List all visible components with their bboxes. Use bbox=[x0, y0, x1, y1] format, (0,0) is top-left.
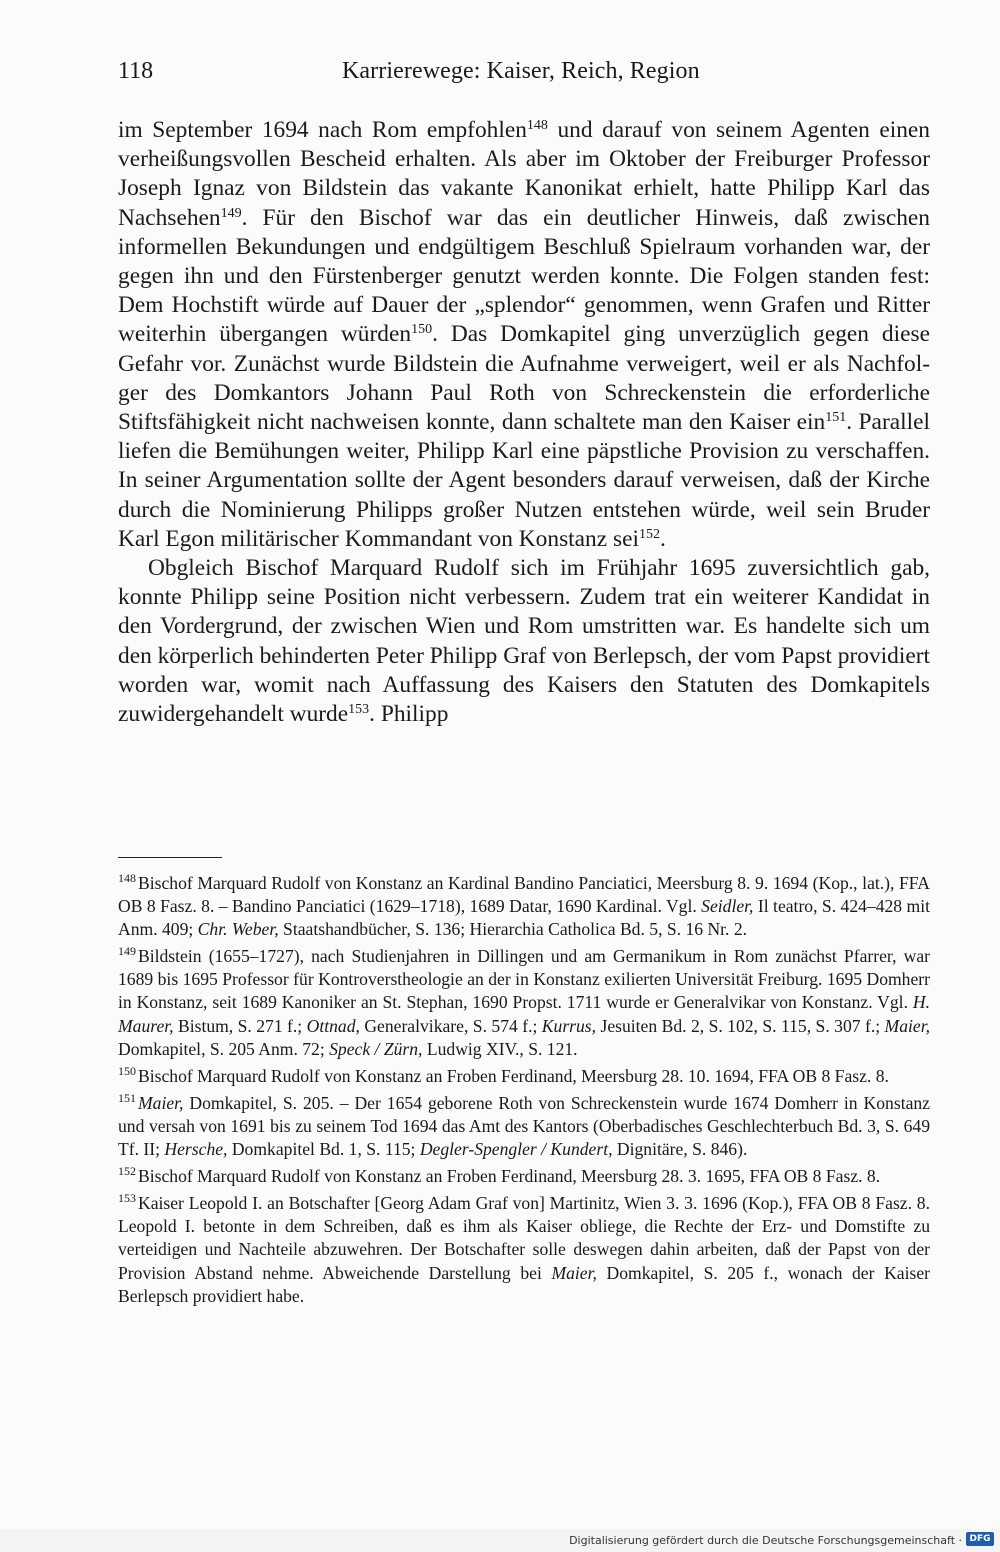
cited-author: Maier, bbox=[138, 1092, 184, 1113]
footnote-reference: 153 bbox=[348, 702, 370, 718]
body-paragraph: im September 1694 nach Rom empfohlen$^{148}$ und darauf von seinem Agenten einen verheißungsvollen Bescheid erhalten. Als aber im Oktober der Freiburger Professor Joseph Ignaz von Bildstein das vakante Kanonikat erhielt, hatte Philipp Karl das Nachsehen$^{149}$. Für den Bischof war das ein deutlicher Hinweis, daß zwischen informellen Bekundungen und endgültigem Beschluß Spielraum vorhanden war, der gegen ihn und den Fürstenberger genutzt werden konnte. Die Folgen standen fest: Dem Hochstift würde auf Dauer der „splendor“ genommen, wenn Grafen und Ritter weiterhin übergangen würden$^{150}$. Das Domkapitel ging unverzüglich gegen diese Gefahr vor. Zunächst wurde Bildstein die Aufnahme verweigert, weil er als Nachfolger des Domkantors Johann Paul Roth von Schreckenstein die erforderliche Stiftsfähigkeit nicht nachweisen konnte, dann schaltete man den Kaiser ein$^{151}$. Parallel liefen die Bemühungen weiter, Philipp Karl eine päpstliche Provision zu verschaffen. In seiner Argumentation sollte der Agent besonders darauf verweisen, daß der Kirche durch die Nominierung Philipps großer Nutzen entstehen würde, weil sein Bruder Karl Egon militärischer Kommandant von Konstanz sei$^{152}$. bbox=[118, 117, 930, 552]
page-number: 118 bbox=[118, 58, 154, 84]
footer-credit: Digitalisierung gefördert durch die Deutsche Forschungsgemeinschaft · bbox=[569, 1534, 962, 1547]
footnote-number: 153 bbox=[118, 1191, 136, 1206]
cited-author: H. Maurer, bbox=[118, 992, 930, 1036]
footnote: $^{149}$ Bildstein (1655–1727), nach Studienjahren in Dillingen und am Germanikum in Rom zunächst Pfarrer, war 1689 bis 1695 Professor für Kontroverstheologie an der in Konstanz exilierten Universität Freiburg. 1695 Domherr in Konstanz, seit 1689 Kanoniker an St. Stephan, 1690 Propst. 1711 wurde er Generalvikar von Konstanz. Vgl. H. Maurer, Bistum, S. 271 f.; Ottnad, Generalvikare, S. 574 f.; Kurrus, Jesuiten Bd. 2, S. 102, S. 115, S. 307 f.; Maier, Domkapitel, S. 205 Anm. 72; Speck / Zürn, Ludwig XIV., S. 121. bbox=[118, 944, 930, 1059]
footnote-number: 152 bbox=[118, 1164, 136, 1179]
cited-author: Maier, bbox=[884, 1015, 930, 1036]
cited-author: Speck / Zürn, bbox=[329, 1038, 423, 1059]
footnote: $^{153}$ Kaiser Leopold I. an Botschafter [Georg Adam Graf von] Martinitz, Wien 3. 3. 1696 (Kop.), FFA OB 8 Fasz. 8. Leopold I. betonte in dem Schreiben, daß es ihm als Kaiser obliege, die Rechte der Erz- und Domstifte zu verteidigen und Nachteile abzuwehren. Der Botschafter solle deswegen dahin arbeiten, daß der Papst von der Provision Abstand nehme. Abweichende Darstellung bei Maier, Domkapitel, S. 205 f., wonach der Kaiser Berlepsch providiert habe. bbox=[118, 1191, 931, 1306]
footnotes bbox=[118, 872, 930, 1312]
main-text bbox=[118, 116, 930, 729]
dfg-logo: DFG bbox=[966, 1532, 994, 1546]
cited-author: Ottnad, bbox=[306, 1015, 360, 1036]
footnote-number: 149 bbox=[118, 944, 136, 959]
footnote-number: 151 bbox=[118, 1090, 136, 1105]
footnote-number: 150 bbox=[118, 1063, 136, 1078]
cited-author: Maier, bbox=[551, 1262, 597, 1283]
running-title: Karrierewege: Kaiser, Reich, Region bbox=[342, 58, 700, 84]
footnote-rule bbox=[118, 857, 222, 858]
footnote-number: 148 bbox=[118, 871, 136, 886]
cited-author: Kurrus, bbox=[541, 1015, 597, 1036]
footnote-reference: 149 bbox=[220, 205, 242, 221]
footnote-reference: 152 bbox=[638, 526, 660, 542]
cited-author: Chr. Weber, bbox=[197, 919, 279, 940]
footnote: $^{151}$ Maier, Domkapitel, S. 205. – Der 1654 geborene Roth von Schreckenstein wurde 1674 Domherr in Konstanz und versah von 1691 bis zu seinem Tod 1694 das Amt des Kantors (Oberbadisches Geschlechterbuch Bd. 3, S. 649 Tf. II; Hersche, Domkapitel Bd. 1, S. 115; Degler-Spengler / Kundert, Dignitäre, S. 846). bbox=[118, 1090, 930, 1160]
cited-author: Hersche, bbox=[164, 1139, 228, 1160]
body-paragraph: Obgleich Bischof Marquard Rudolf sich im Frühjahr 1695 zuversichtlich gab, konnte Philipp seine Position nicht verbessern. Zudem trat ein weiterer Kandidat in den Vordergrund, der zwischen Wien und Rom umstritten war. Es handelte sich um den körperlich behinderten Peter Philipp Graf von Berlepsch, der vom Papst providiert worden war, womit nach Auffassung des Kaisers den Statuten des Domkapitels zuwidergehandelt wurde$^{153}$. Philipp bbox=[118, 555, 930, 728]
cited-author: Seidler, bbox=[701, 896, 754, 917]
cited-author: Degler-Spengler / Kundert, bbox=[419, 1139, 613, 1160]
footnote-reference: 148 bbox=[526, 118, 548, 133]
footnote: $^{150}$ Bischof Marquard Rudolf von Konstanz an Froben Ferdinand, Meersburg 28. 10. 1694, FFA OB 8 Fasz. 8. bbox=[118, 1063, 889, 1086]
footnote: $^{148}$ Bischof Marquard Rudolf von Konstanz an Kardinal Bandino Panciatici, Meersburg 8. 9. 1694 (Kop., lat.), FFA OB 8 Fasz. 8. – Bandino Panciatici (1629–1718), 1689 Datar, 1690 Kardinal. Vgl. Seidler, Il teatro, S. 424–428 mit Anm. 409; Chr. Weber, Staatshandbücher, S. 136; Hierarchia Catholica Bd. 5, S. 16 Nr. 2. bbox=[118, 871, 930, 940]
page-header bbox=[118, 58, 930, 92]
footnote-reference: 151 bbox=[825, 410, 847, 426]
footnote: $^{152}$ Bischof Marquard Rudolf von Konstanz an Froben Ferdinand, Meersburg 28. 3. 1695, FFA OB 8 Fasz. 8. bbox=[118, 1164, 881, 1187]
footnote-reference: 150 bbox=[411, 322, 433, 338]
